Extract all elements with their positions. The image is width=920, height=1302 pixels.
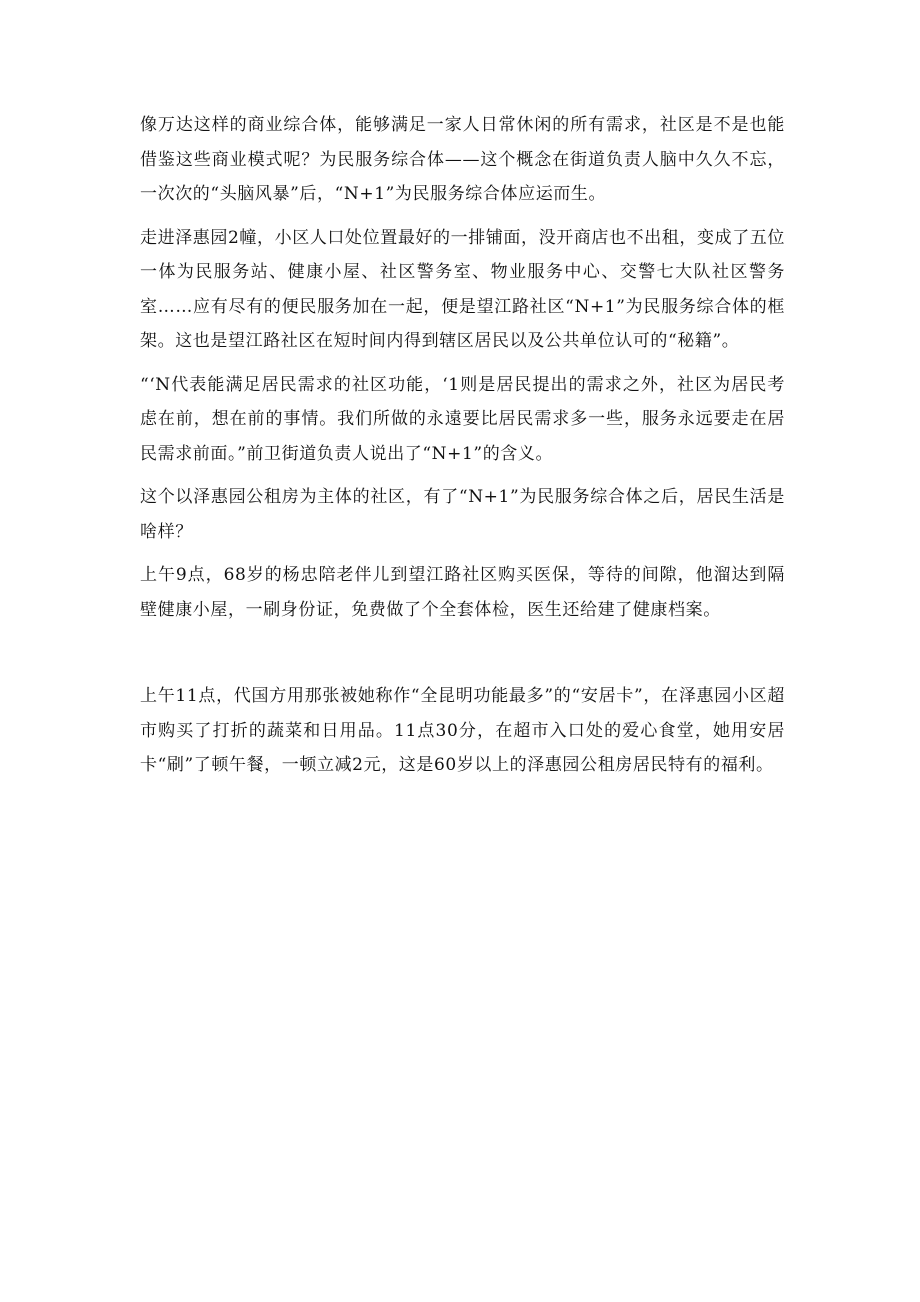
paragraph-1: 像万达这样的商业综合体，能够满足一家人日常休闲的所有需求，社区是不是也能借鉴这些商业模式呢？为民服务综合体——这个概念在街道负责人脑中久久不忘，一次次的“头脑风暴”后，“N+1”为民服务综合体应运而生。	[140, 115, 785, 204]
paragraph-4: 这个以泽惠园公租房为主体的社区，有了“N+1”为民服务综合体之后，居民生活是啥样？	[140, 487, 785, 542]
paragraph-2: 走进泽惠园2幢，小区人口处位置最好的一排铺面，没开商店也不出租，变成了五位一体为民服务站、健康小屋、社区警务室、物业服务中心、交警七大队社区警务室……应有尽有的便民服务加在一起，便是望江路社区“N+1”为民服务综合体的框架。这也是望江路社区在短时间内得到辖区居民以及公共单位认可的“秘籍”。	[140, 227, 786, 351]
article-body	[140, 108, 785, 792]
paragraph-5: 上午9点，68岁的杨忠陪老伴儿到望江路社区购买医保，等待的间隙，他溜达到隔壁健康小屋，一刷身份证，免费做了个全套体检，医生还给建了健康档案。	[140, 565, 785, 620]
paragraph-3: “‘N代表能满足居民需求的社区功能，‘1则是居民提出的需求之外，社区为居民考虑在前，想在前的事情。我们所做的永遠要比居民需求多一些，服务永远要走在居民需求前面。”前卫街道负责人说出了“N+1”的含义。	[140, 374, 785, 464]
paragraph-6: 上午11点，代国方用那张被她称作“全昆明功能最多”的“安居卡”，在泽惠园小区超市购买了打折的蔬菜和日用品。11点30分，在超市入口处的爱心食堂，她用安居卡“刷”了顿午餐，一顿立减2元，这是60岁以上的泽惠园公租房居民特有的福利。	[140, 686, 785, 775]
